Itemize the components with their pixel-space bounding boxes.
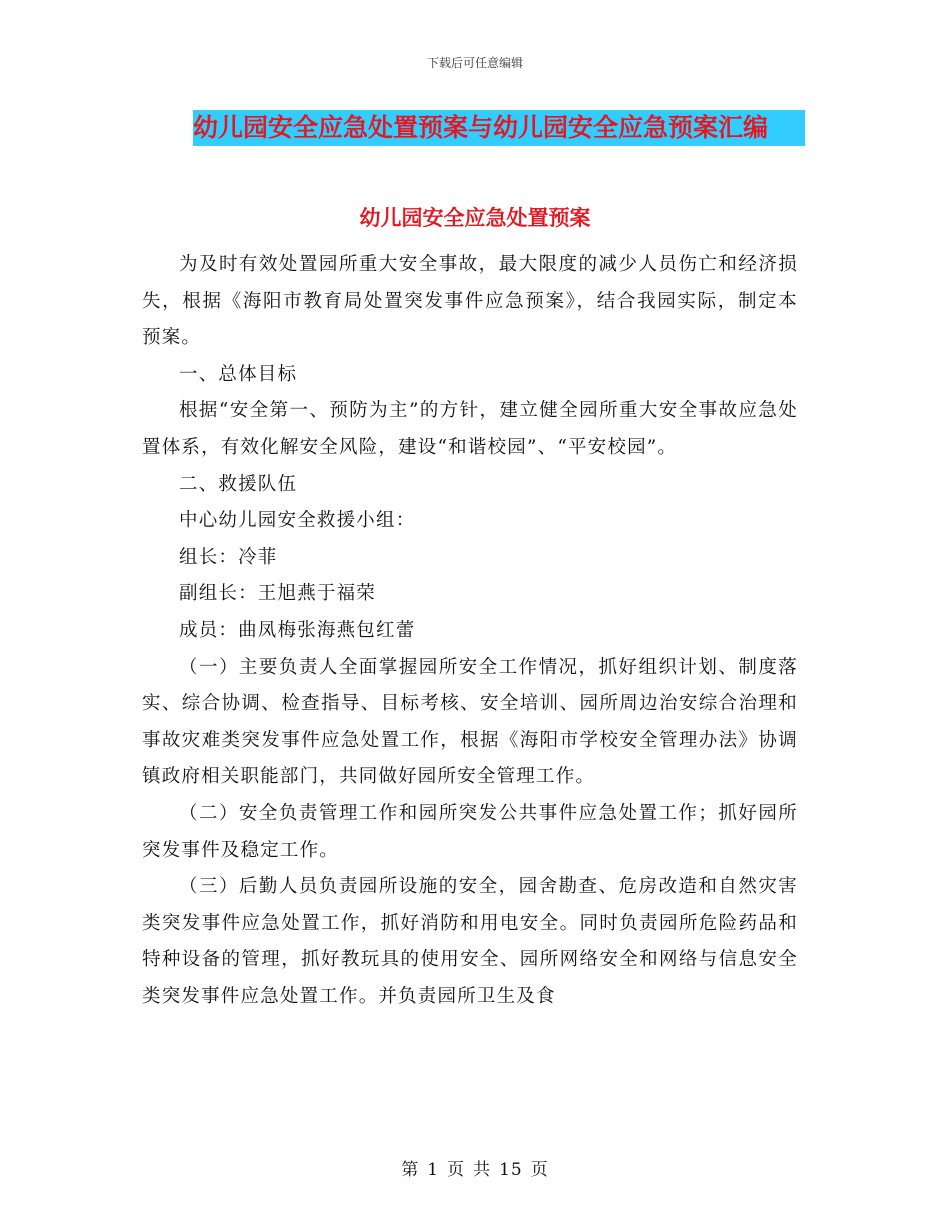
footer-page-number: 1 [427,1160,440,1180]
paragraph: 根据“安全第一、预防为主”的方针，建立健全园所重大安全事故应急处置体系，有效化解安全风险，建设“和谐校园”、“平安校园”。 [142,400,798,458]
footer-total-label: 页 [530,1160,549,1180]
section-title: 幼儿园安全应急处置预案 [359,206,591,230]
paragraph: （一）主要负责人全面掌握园所安全工作情况，抓好组织计划、制度落实、综合协调、检查指导、目标考核、安全培训、园所周边治安综合治理和事故灾难类突发事件应急处置工作，根据《海阳市学校安全管理办法》协调镇政府相关职能部门，共同做好园所安全管理工作。 [142,656,798,788]
document-body [142,247,798,1015]
paragraph: 中心幼儿园安全救援小组： [179,510,416,532]
footer-total-prefix: 共 [473,1160,492,1180]
page-footer [0,1155,950,1180]
paragraph: 一、总体目标 [179,363,298,385]
footer-prefix: 第 [401,1160,420,1180]
footer-total-pages: 15 [499,1160,523,1180]
paragraph: （二）安全负责管理工作和园所突发公共事件应急处置工作；抓好园所突发事件及稳定工作。 [142,802,798,861]
paragraph: 副组长：王旭燕于福荣 [179,583,377,605]
footer-page-label: 页 [447,1160,466,1180]
header-note: 下载后可任意编辑 [426,56,523,70]
paragraph: 组长：冷菲 [179,546,278,568]
paragraph: 成员：曲凤梅张海燕包红蕾 [179,619,416,641]
paragraph: （三）后勤人员负责园所设施的安全，园舍勘查、危房改造和自然灾害类突发事件应急处置工作，抓好消防和用电安全。同时负责园所危险药品和特种设备的管理，抓好教玩具的使用安全、园所网络安全和网络与信息安全类突发事件应急处置工作。并负责园所卫生及食 [142,876,798,1007]
paragraph: 为及时有效处置园所重大安全事故，最大限度的减少人员伤亡和经济损失，根据《海阳市教育局处置突发事件应急预案》，结合我园实际，制定本预案。 [142,254,798,349]
document-title: 幼儿园安全应急处置预案与幼儿园安全应急预案汇编 [193,110,805,146]
paragraph: 二、救援队伍 [179,473,298,495]
